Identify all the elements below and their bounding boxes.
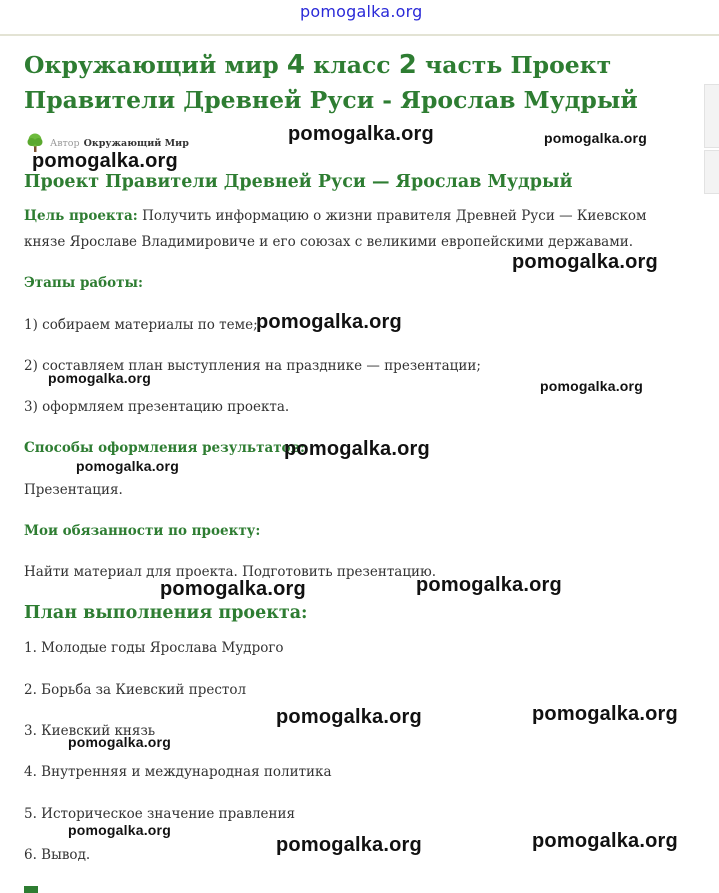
- article-title: [24, 48, 704, 118]
- title-text: Окружающий мир: [24, 51, 287, 79]
- watermark: pomogalka.org: [416, 574, 562, 596]
- watermark: pomogalka.org: [68, 734, 171, 750]
- list-item: 4. Внутренняя и международная политика: [24, 764, 332, 780]
- list-item: 2) составляем план выступления на празднике — презентации;: [24, 358, 481, 374]
- title-grade: 4: [286, 50, 305, 80]
- site-header: [0, 0, 719, 36]
- goal-text: Получить информацию о жизни правителя Древней Руси — Киевском князе Ярославе Владимировиче и его союзах с великими европейскими державами.: [24, 208, 647, 250]
- watermark: pomogalka.org: [256, 311, 402, 333]
- title-part-number: 2: [398, 50, 417, 80]
- watermark: pomogalka.org: [48, 370, 151, 386]
- duties-text: Найти материал для проекта. Подготовить презентацию.: [24, 564, 437, 580]
- watermark: pomogalka.org: [68, 822, 171, 838]
- list-item: 1) собираем материалы по теме;: [24, 317, 258, 333]
- list-item: 3. Киевский князь: [24, 723, 156, 739]
- watermark: pomogalka.org: [276, 834, 422, 856]
- methods-text: Презентация.: [24, 482, 123, 498]
- title-text: часть Проект Правители Древней Руси - Ярослав Мудрый: [24, 51, 638, 114]
- watermark: pomogalka.org: [544, 130, 647, 146]
- author-name[interactable]: Окружающий Мир: [83, 137, 189, 149]
- watermark: pomogalka.org: [276, 706, 422, 728]
- list-item: 2. Борьба за Киевский престол: [24, 682, 247, 698]
- list-item: 3) оформляем презентацию проекта.: [24, 399, 290, 415]
- list-item: 5. Историческое значение правления: [24, 806, 296, 822]
- goal-paragraph: [24, 203, 664, 255]
- watermark: pomogalka.org: [512, 251, 658, 273]
- list-item: 6. Вывод.: [24, 847, 91, 863]
- list-item: 1. Молодые годы Ярослава Мудрого: [24, 640, 284, 656]
- stages-label: Этапы работы:: [24, 275, 144, 291]
- watermark: pomogalka.org: [288, 123, 434, 145]
- goal-label: Цель проекта:: [24, 208, 138, 224]
- side-panel-tab[interactable]: [704, 84, 719, 148]
- site-logo[interactable]: pomogalka.org: [300, 2, 423, 21]
- watermark: pomogalka.org: [532, 830, 678, 852]
- watermark: pomogalka.org: [160, 578, 306, 600]
- project-heading: Проект Правители Древней Руси — Ярослав Мудрый: [24, 172, 573, 192]
- watermark: pomogalka.org: [32, 150, 178, 172]
- side-panel-tab[interactable]: [704, 150, 719, 194]
- watermark: pomogalka.org: [540, 378, 643, 394]
- title-text: класс: [305, 51, 399, 79]
- watermark: pomogalka.org: [76, 458, 179, 474]
- duties-label: Мои обязанности по проекту:: [24, 523, 261, 539]
- watermark: pomogalka.org: [284, 438, 430, 460]
- plan-heading: План выполнения проекта:: [24, 603, 308, 623]
- author-label: Автор: [50, 137, 80, 149]
- watermark: pomogalka.org: [532, 703, 678, 725]
- next-heading-fragment: [24, 886, 38, 893]
- methods-label: Способы оформления результатов:: [24, 440, 305, 456]
